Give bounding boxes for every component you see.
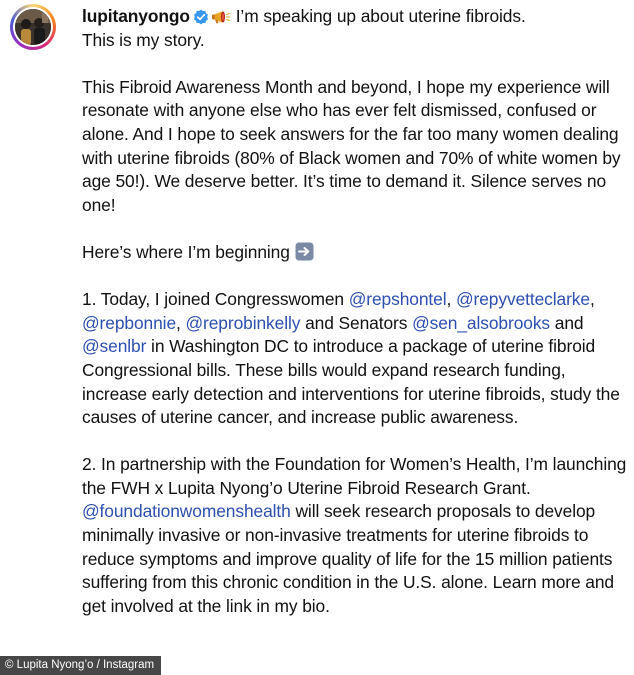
caption-paragraph-grant — [82, 453, 630, 618]
right-arrow-icon — [295, 242, 314, 261]
mention-sen-alsobrooks[interactable]: @sen_alsobrooks — [412, 312, 551, 333]
bills-text-1: 1. Today, I joined Congresswomen — [82, 289, 349, 310]
username-link[interactable]: lupitanyongo — [82, 6, 190, 26]
avatar-photo-icon — [15, 9, 51, 45]
story-ring[interactable] — [10, 4, 56, 50]
mention-repshontel[interactable]: @repshontel — [348, 289, 447, 310]
grant-text-2: will seek research proposals to develop minimally invasive or non-invasive treatments for uterine fibroids to reduce symptoms and improve quality of life for the 15 million patients suffering from this chronic condition in the U.S. alone. Learn more and get involved at the link in my bio. — [82, 501, 614, 616]
headline-line-2: This is my story. — [82, 29, 205, 50]
image-credit: © Lupita Nyong’o / Instagram — [0, 656, 161, 675]
bills-text-5: and Senators — [300, 312, 413, 333]
caption-paragraph-bills — [82, 288, 630, 430]
beginning-text: Here’s where I’m beginning — [82, 241, 290, 262]
bills-text-3: , — [589, 289, 595, 310]
mention-foundationwomenshealth[interactable]: @foundationwomenshealth — [82, 501, 291, 522]
avatar[interactable] — [15, 9, 51, 45]
mention-repyvetteclarke[interactable]: @repyvetteclarke — [455, 289, 590, 310]
headline-line-1: I’m speaking up about uterine fibroids. — [235, 6, 526, 26]
mention-repbonnie[interactable]: @repbonnie — [82, 312, 177, 333]
grant-text-1: 2. In partnership with the Foundation for Women’s Health, I’m launching the FWH x Lupita Nyong’o Uterine Fibroid Research Grant. — [82, 454, 627, 498]
mention-senlbr[interactable]: @senlbr — [82, 336, 147, 357]
post-caption — [82, 5, 630, 618]
mention-reprobinkelly[interactable]: @reprobinkelly — [185, 312, 301, 333]
bills-text-2: , — [446, 289, 456, 310]
bills-text-7: in Washington DC to introduce a package of uterine fibroid Congressional bills. These bills would expand research funding, increase early detection and interventions for uterine fibroids, study the causes of uterine cancer, and increase public awareness. — [82, 336, 620, 428]
verified-badge-icon — [193, 9, 209, 25]
avatar-frame — [13, 7, 53, 47]
caption-paragraph-awareness: This Fibroid Awareness Month and beyond, I hope my experience will resonate with anyone else who has ever felt dismissed, confused or alone. And I hope to seek answers for the far too many women dealing with uterine fibroids (80% of Black women and 70% of white women by age 50!). We deserve better. It’s time to demand it. Silence serves no one! — [82, 76, 621, 215]
bills-text-4: , — [176, 312, 186, 333]
caption-paragraph-beginning — [82, 241, 630, 265]
megaphone-icon — [211, 9, 231, 25]
bills-text-6: and — [550, 312, 584, 333]
caption-header — [82, 5, 630, 52]
